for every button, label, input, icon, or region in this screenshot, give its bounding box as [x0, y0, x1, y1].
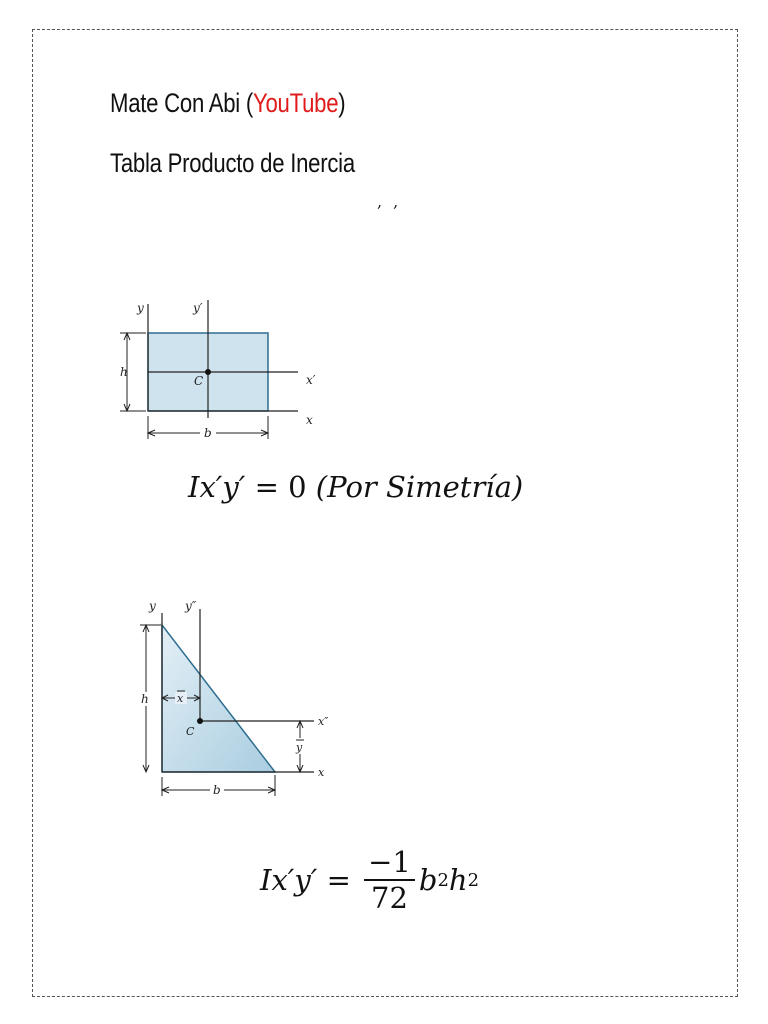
eq1-equals: =	[245, 470, 289, 504]
eq2-b-exponent: 2	[437, 869, 449, 891]
label-yprime: y′	[193, 301, 203, 315]
title-prefix: Mate Con Abi (	[110, 88, 254, 118]
eq1-value: 0	[288, 470, 307, 504]
label-h: h	[120, 365, 128, 379]
eq2-denominator: 72	[371, 881, 408, 915]
label-c: C	[194, 374, 204, 388]
label-x: x	[318, 766, 325, 779]
eq1-lhs: Ix′y′	[188, 470, 246, 504]
eq2-equals: =	[317, 863, 361, 897]
eq2-h-exponent: 2	[467, 869, 480, 891]
eq2-h: h	[448, 863, 468, 897]
eq2-fraction	[364, 844, 415, 915]
label-c: C	[186, 725, 195, 738]
label-b: b	[213, 783, 221, 797]
label-xbar: x	[177, 692, 184, 705]
eq2-b: b	[418, 863, 438, 897]
rectangle-figure	[110, 290, 340, 450]
rectangle-equation	[188, 470, 523, 504]
label-ybar: y	[296, 741, 303, 754]
label-xprime: x′	[306, 373, 316, 387]
label-ydprime: y″	[185, 599, 197, 613]
centroid-dot	[197, 718, 203, 724]
youtube-link[interactable]: YouTube	[253, 88, 339, 118]
label-b: b	[204, 426, 212, 440]
title-suffix: )	[338, 88, 346, 118]
page-title	[110, 88, 345, 119]
label-xdprime: x″	[318, 715, 329, 728]
page-subtitle: Tabla Producto de Inercia	[110, 148, 355, 178]
triangle-figure	[130, 595, 350, 805]
eq2-lhs: Ix′y′	[260, 863, 318, 897]
eq2-numerator: −1	[364, 847, 415, 881]
label-y: y	[137, 301, 144, 315]
label-x: x	[306, 413, 313, 427]
eq1-note: (Por Simetría)	[306, 470, 524, 504]
triangle-equation	[260, 840, 479, 920]
stray-marks: , ,	[377, 192, 402, 211]
label-y: y	[149, 599, 156, 613]
label-h: h	[141, 692, 149, 706]
centroid-dot	[205, 369, 211, 375]
